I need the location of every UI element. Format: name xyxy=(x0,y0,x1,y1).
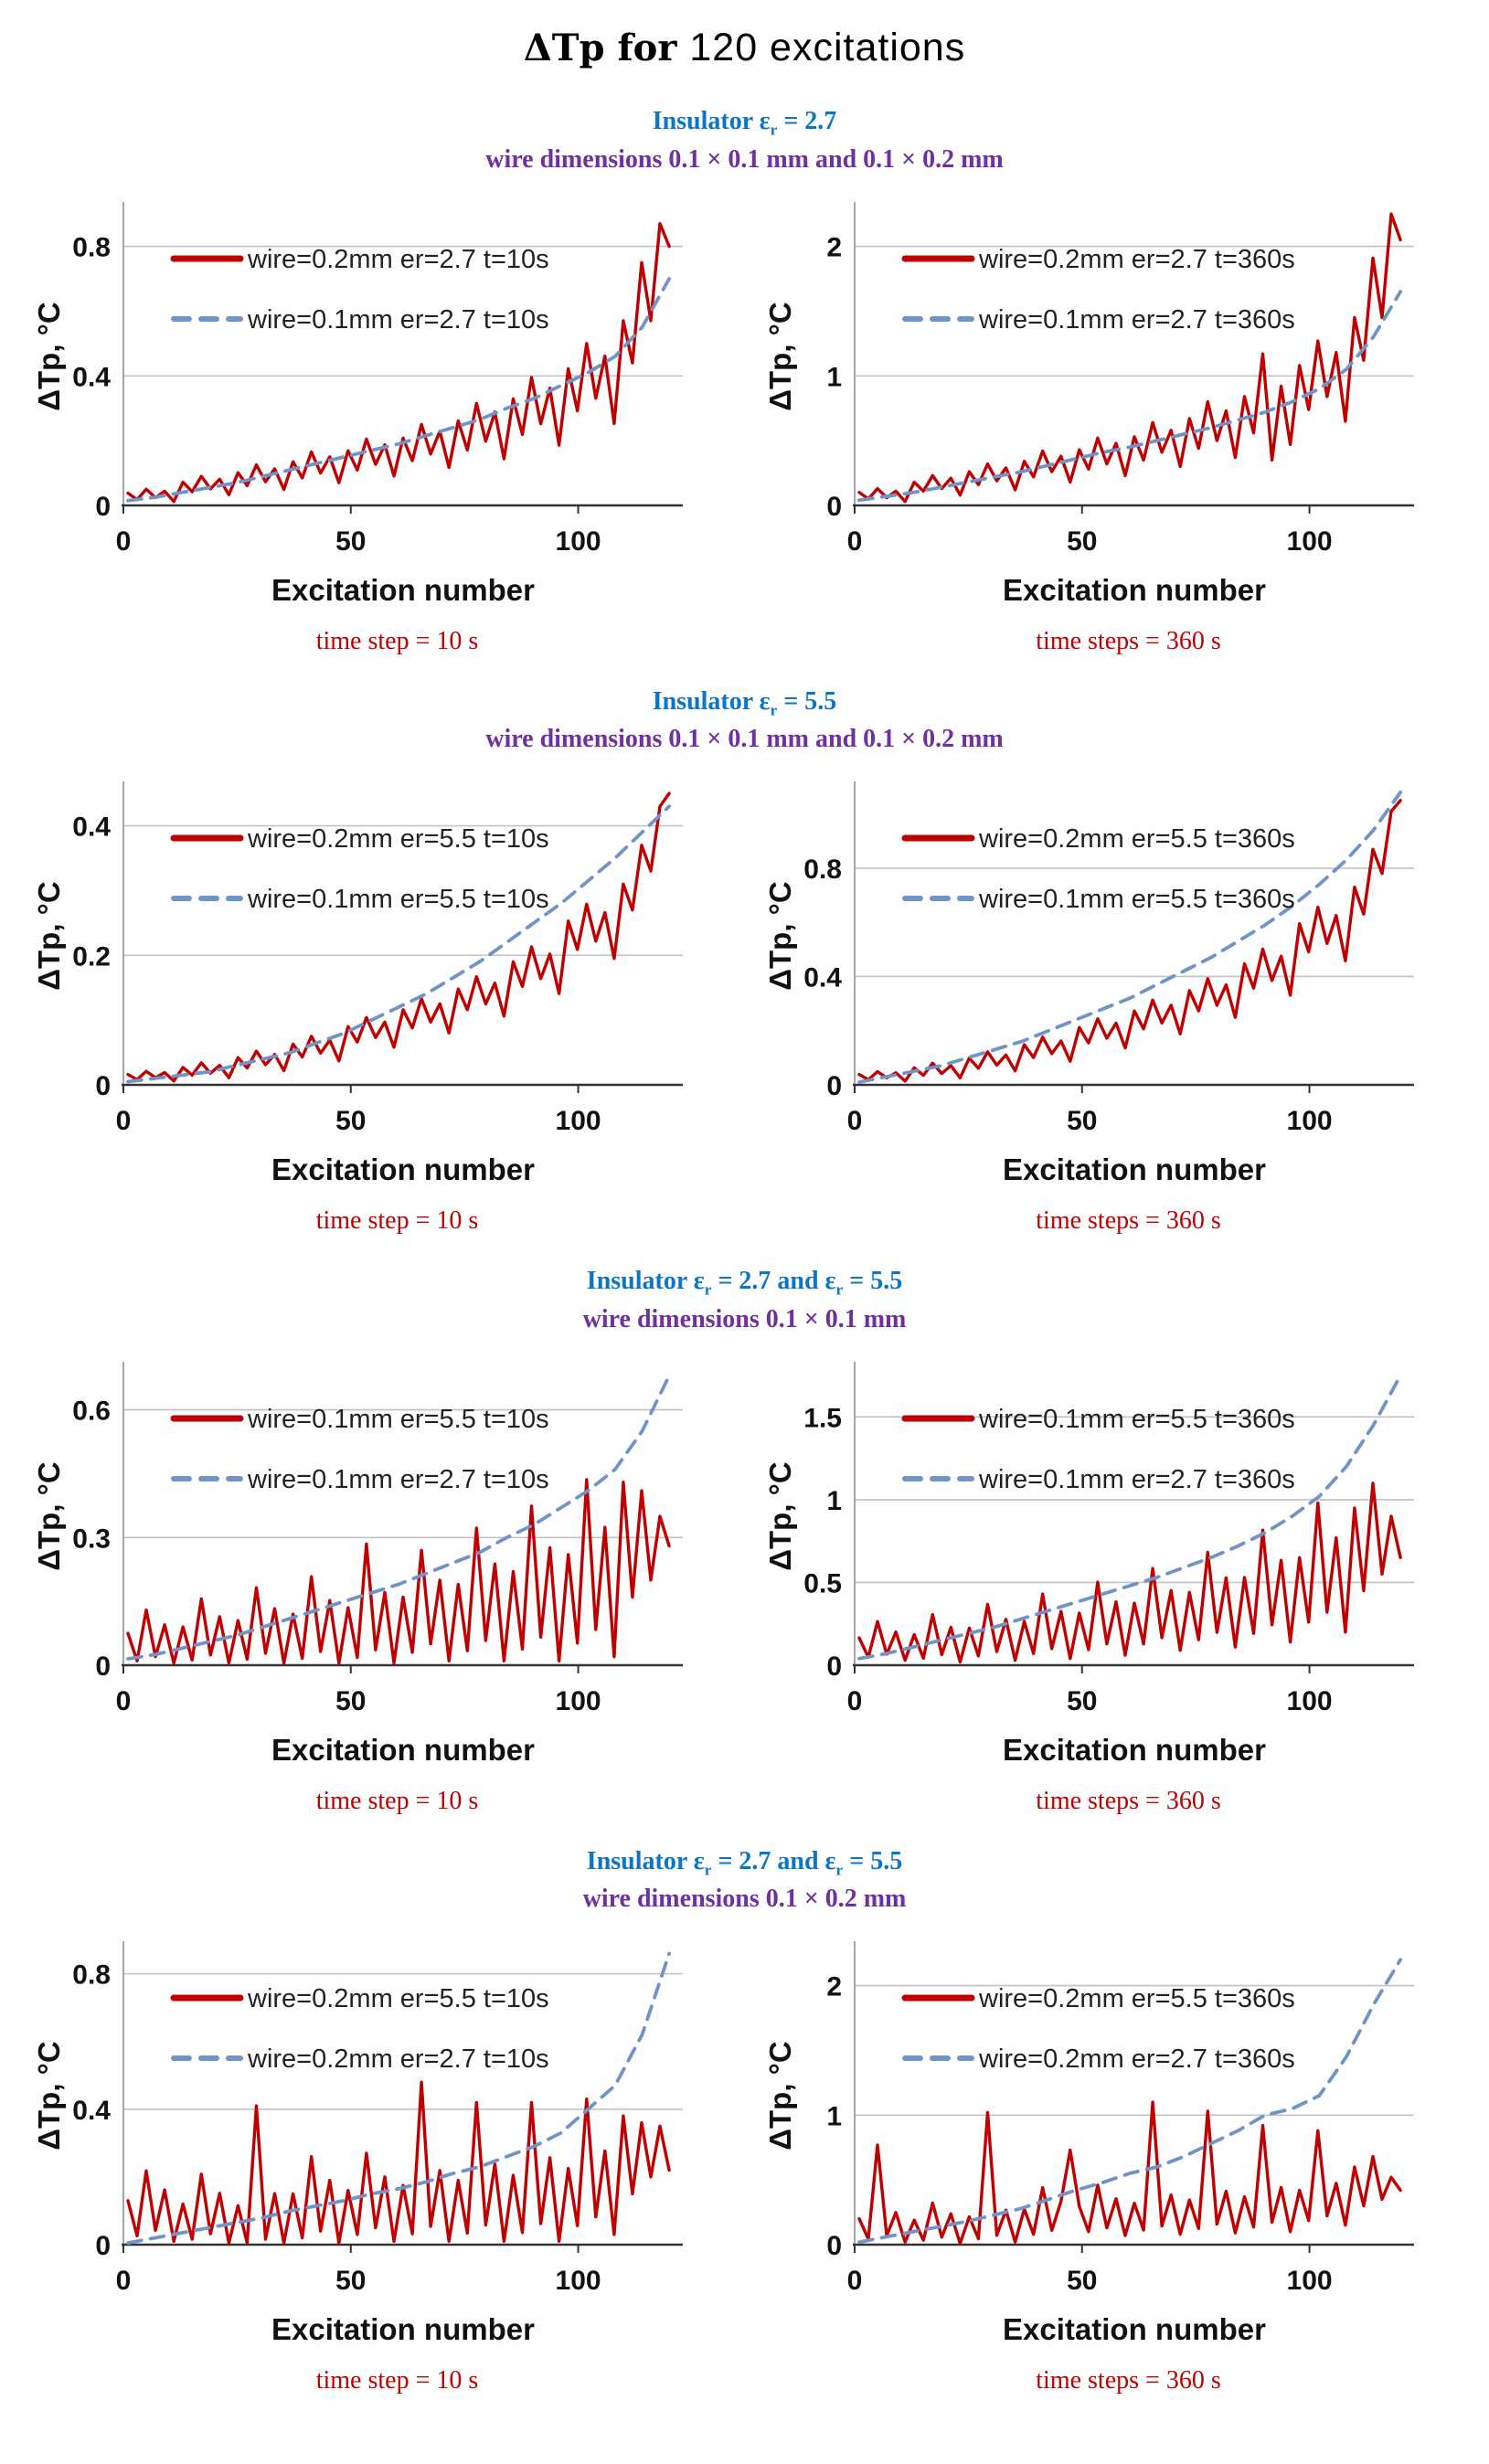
x-axis-title: Excitation number xyxy=(271,1732,535,1767)
section-title xyxy=(32,1267,1458,1300)
x-tick-label: 0 xyxy=(846,1685,862,1716)
x-tick-label: 50 xyxy=(1066,1685,1097,1716)
x-tick-label: 100 xyxy=(555,1685,601,1716)
chart-row3-left xyxy=(32,1354,727,1816)
section-title-text: = 5.5 xyxy=(843,1267,903,1296)
section-title xyxy=(32,107,1458,140)
x-tick-label: 100 xyxy=(1286,526,1333,557)
legend-item-label: wire=0.1mm er=5.5 t=10s xyxy=(247,1404,549,1434)
chart-row xyxy=(32,195,1458,656)
chart-row4-left xyxy=(32,1934,727,2395)
y-tick-label: 0 xyxy=(825,1651,842,1682)
x-tick-label: 0 xyxy=(846,526,862,557)
chart-caption: time step = 10 s xyxy=(315,1206,479,1236)
y-tick-label: 0 xyxy=(94,491,111,522)
section-title-text: = 5.5 xyxy=(843,1846,903,1875)
y-tick-label: 1 xyxy=(825,2101,842,2132)
section-title-text: Insulator ε xyxy=(586,1267,705,1296)
x-tick-label: 50 xyxy=(1066,526,1097,557)
x-tick-label: 100 xyxy=(555,1106,601,1137)
y-tick-label: 1 xyxy=(825,361,842,392)
x-axis-title: Excitation number xyxy=(271,2312,535,2347)
y-axis-title: ΔTp, °C xyxy=(762,301,797,411)
chart-caption: time step = 10 s xyxy=(315,1786,479,1815)
y-tick-label: 0.8 xyxy=(71,232,111,263)
chart-canvas-holder xyxy=(32,774,727,1205)
chart-canvas-holder xyxy=(763,195,1458,625)
y-tick-label: 0 xyxy=(94,2231,111,2262)
x-tick-label: 50 xyxy=(335,1685,366,1716)
chart-row2-right xyxy=(763,774,1458,1236)
figure-page xyxy=(32,0,1458,2395)
x-tick-label: 100 xyxy=(1286,1685,1333,1716)
y-tick-label: 2 xyxy=(825,1971,842,2002)
legend-item-label: wire=0.2mm er=5.5 t=360s xyxy=(978,1984,1295,2014)
x-tick-label: 100 xyxy=(555,2266,601,2297)
chart-row1-left xyxy=(32,195,727,656)
section-subtitle: wire dimensions 0.1 × 0.1 mm xyxy=(582,1304,907,1333)
y-tick-label: 0 xyxy=(94,1071,111,1102)
epsilon-subscript: r xyxy=(835,1280,844,1299)
legend-item-label: wire=0.1mm er=2.7 t=360s xyxy=(978,1464,1295,1494)
epsilon-subscript: r xyxy=(770,121,778,139)
chart-row xyxy=(32,1934,1458,2395)
chart-canvas-holder xyxy=(32,195,727,625)
section-subtitle: wire dimensions 0.1 × 0.2 mm xyxy=(582,1885,907,1914)
chart-row xyxy=(32,1354,1458,1816)
chart-canvas-holder xyxy=(763,774,1458,1205)
legend-item-label: wire=0.1mm er=5.5 t=360s xyxy=(978,885,1295,915)
legend-item-label: wire=0.2mm er=2.7 t=10s xyxy=(247,2044,549,2075)
y-tick-label: 0 xyxy=(825,1071,842,1102)
chart-canvas xyxy=(32,774,727,1200)
x-axis-title: Excitation number xyxy=(1002,572,1266,607)
x-tick-label: 100 xyxy=(1286,1106,1333,1137)
chart-caption: time steps = 360 s xyxy=(1036,1786,1221,1815)
y-tick-label: 0.6 xyxy=(71,1396,111,1427)
x-axis-title: Excitation number xyxy=(271,572,535,607)
epsilon-subscript: r xyxy=(835,1861,844,1879)
chart-canvas xyxy=(32,195,727,621)
chart-row2-left xyxy=(32,774,727,1236)
legend-item-label: wire=0.1mm er=2.7 t=10s xyxy=(247,304,549,335)
series-line-solid xyxy=(128,1480,669,1663)
y-axis-title: ΔTp, °C xyxy=(31,881,66,991)
section-title-text: = 2.7 xyxy=(777,107,837,135)
chart-canvas xyxy=(32,1354,727,1780)
y-axis-title: ΔTp, °C xyxy=(762,1461,797,1571)
chart-row3-right xyxy=(763,1354,1458,1816)
section-er27-vs-er55-01mm xyxy=(32,1267,1458,1816)
chart-caption: time steps = 360 s xyxy=(1036,1206,1221,1236)
epsilon-subscript: r xyxy=(704,1280,712,1299)
y-axis-title: ΔTp, °C xyxy=(762,881,797,991)
chart-caption: time step = 10 s xyxy=(315,2366,479,2395)
x-tick-label: 50 xyxy=(1066,2266,1097,2297)
x-tick-label: 100 xyxy=(555,526,601,557)
x-axis-title: Excitation number xyxy=(1002,1732,1266,1767)
x-tick-label: 0 xyxy=(115,526,131,557)
section-title-text: Insulator ε xyxy=(586,1846,705,1875)
legend-item-label: wire=0.2mm er=2.7 t=10s xyxy=(247,244,549,274)
x-axis-title: Excitation number xyxy=(1002,2312,1266,2347)
chart-canvas xyxy=(763,195,1458,621)
section-title xyxy=(32,687,1458,720)
y-tick-label: 0.8 xyxy=(71,1960,111,1991)
y-axis-title: ΔTp, °C xyxy=(31,2041,66,2151)
section-subtitle: wire dimensions 0.1 × 0.1 mm and 0.1 × 0.2 mm xyxy=(485,144,1004,174)
legend-item-label: wire=0.2mm er=5.5 t=360s xyxy=(978,824,1295,855)
y-tick-label: 0 xyxy=(825,2231,842,2262)
section-title-text: = 5.5 xyxy=(777,686,837,716)
chart-canvas-holder xyxy=(763,1354,1458,1785)
legend-item-label: wire=0.1mm er=2.7 t=360s xyxy=(978,304,1295,335)
chart-row xyxy=(32,774,1458,1236)
y-axis-title: ΔTp, °C xyxy=(31,301,66,411)
y-tick-label: 0.4 xyxy=(803,962,842,993)
x-tick-label: 50 xyxy=(335,2266,366,2297)
x-tick-label: 0 xyxy=(115,2266,131,2297)
series-line-solid xyxy=(128,2083,669,2244)
chart-row4-right xyxy=(763,1934,1458,2395)
epsilon-subscript: r xyxy=(770,701,778,719)
section-subtitle: wire dimensions 0.1 × 0.1 mm and 0.1 × 0.2 mm xyxy=(485,725,1004,754)
chart-caption: time steps = 360 s xyxy=(1036,626,1221,655)
section-title-text: Insulator ε xyxy=(652,686,771,716)
x-axis-title: Excitation number xyxy=(1002,1152,1266,1187)
legend-item-label: wire=0.2mm er=5.5 t=10s xyxy=(247,824,549,855)
page-title xyxy=(32,26,1458,70)
section-er27-vs-er55-02mm xyxy=(32,1847,1458,2396)
chart-canvas xyxy=(32,1934,727,2360)
series-line-solid xyxy=(859,1483,1400,1662)
y-tick-label: 0.2 xyxy=(71,941,111,972)
y-axis-title: ΔTp, °C xyxy=(31,1461,66,1571)
legend-item-label: wire=0.1mm er=5.5 t=10s xyxy=(247,885,549,915)
section-title-text: = 2.7 and ε xyxy=(711,1846,836,1875)
x-tick-label: 100 xyxy=(1286,2266,1333,2297)
page-title-sans: 120 excitations xyxy=(689,26,966,69)
y-tick-label: 0.8 xyxy=(803,855,842,886)
chart-row1-right xyxy=(763,195,1458,656)
x-tick-label: 50 xyxy=(1066,1106,1097,1137)
chart-canvas-holder xyxy=(763,1934,1458,2364)
legend-item-label: wire=0.1mm er=5.5 t=360s xyxy=(978,1404,1295,1434)
chart-caption: time steps = 360 s xyxy=(1036,2366,1221,2395)
y-tick-label: 0.5 xyxy=(803,1568,842,1599)
legend-item-label: wire=0.2mm er=2.7 t=360s xyxy=(978,244,1295,274)
chart-canvas-holder xyxy=(32,1934,727,2364)
y-axis-title: ΔTp, °C xyxy=(762,2041,797,2151)
chart-canvas xyxy=(763,1934,1458,2360)
y-tick-label: 2 xyxy=(825,232,842,263)
legend-item-label: wire=0.1mm er=2.7 t=10s xyxy=(247,1464,549,1494)
x-tick-label: 0 xyxy=(115,1685,131,1716)
x-tick-label: 0 xyxy=(846,1106,862,1137)
y-tick-label: 1 xyxy=(825,1485,842,1516)
y-tick-label: 0.4 xyxy=(71,2096,111,2127)
y-tick-label: 0.3 xyxy=(71,1524,111,1555)
section-title-text: Insulator ε xyxy=(652,107,771,135)
x-tick-label: 50 xyxy=(335,1106,366,1137)
x-tick-label: 0 xyxy=(115,1106,131,1137)
section-er27 xyxy=(32,107,1458,656)
y-tick-label: 0 xyxy=(825,491,842,522)
legend-item-label: wire=0.2mm er=5.5 t=10s xyxy=(247,1984,549,2014)
legend-item-label: wire=0.2mm er=2.7 t=360s xyxy=(978,2044,1295,2075)
y-tick-label: 0.4 xyxy=(71,812,111,843)
x-tick-label: 0 xyxy=(846,2266,862,2297)
y-tick-label: 0 xyxy=(94,1651,111,1682)
chart-canvas xyxy=(763,774,1458,1200)
section-title xyxy=(32,1847,1458,1880)
chart-canvas-holder xyxy=(32,1354,727,1785)
section-er55 xyxy=(32,687,1458,1237)
x-tick-label: 50 xyxy=(335,526,366,557)
x-axis-title: Excitation number xyxy=(271,1152,535,1187)
page-title-serif: ΔTp for xyxy=(523,27,690,69)
epsilon-subscript: r xyxy=(704,1861,712,1879)
section-title-text: = 2.7 and ε xyxy=(711,1267,836,1296)
chart-canvas xyxy=(763,1354,1458,1780)
y-tick-label: 1.5 xyxy=(803,1403,842,1434)
chart-caption: time step = 10 s xyxy=(315,626,479,655)
y-tick-label: 0.4 xyxy=(71,361,111,392)
